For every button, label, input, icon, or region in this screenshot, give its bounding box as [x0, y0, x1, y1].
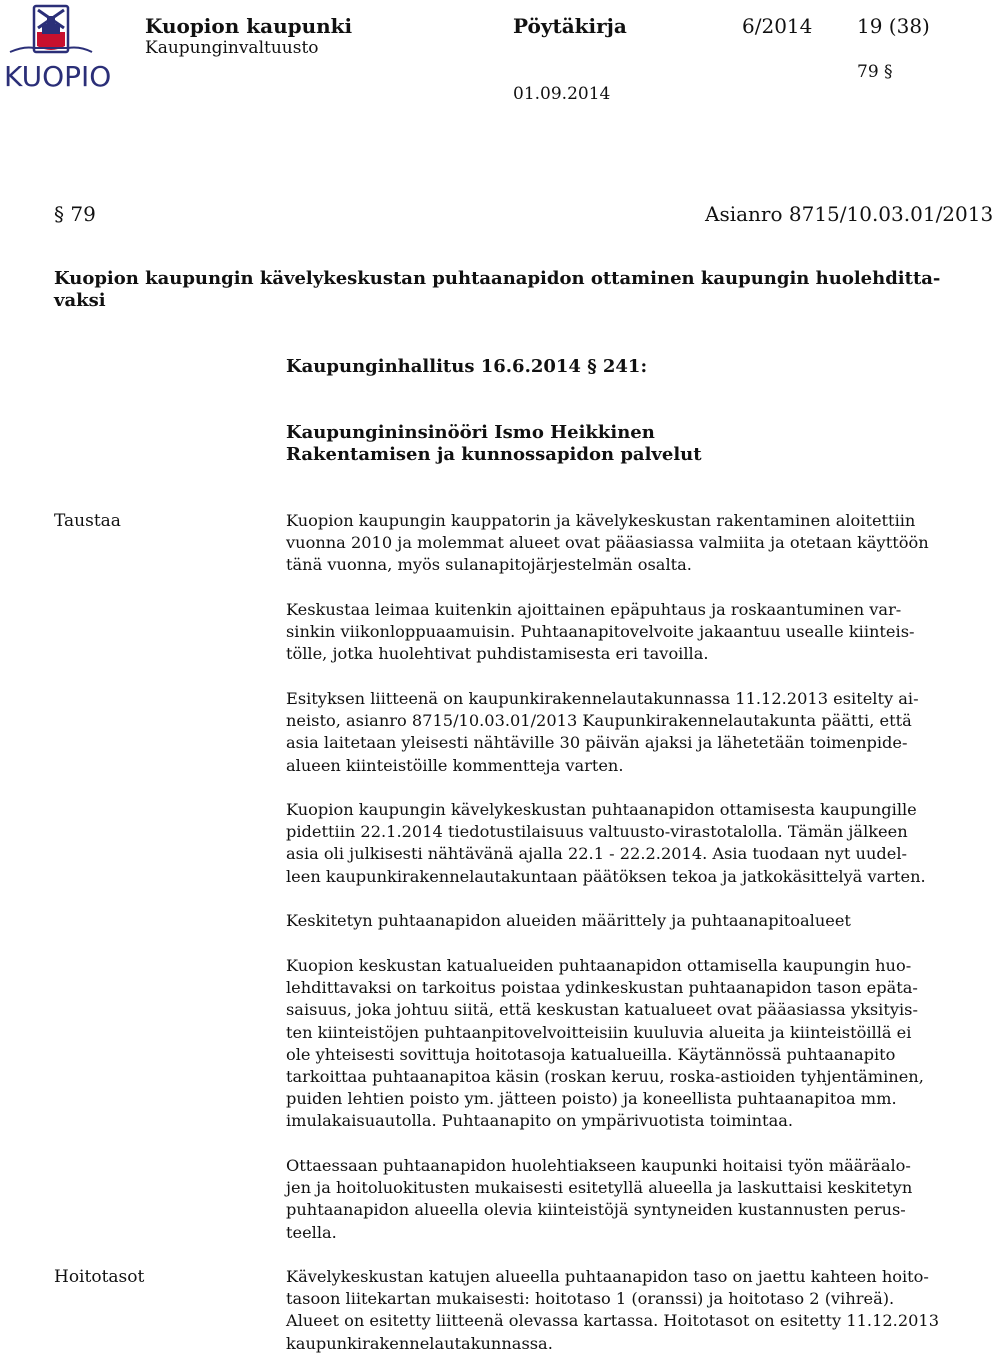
paragraph-2 [286, 599, 958, 666]
p7-line: teella. [286, 1222, 337, 1242]
p6-line: puiden lehtien poisto ym. jätteen poisto) ja koneellista puhtaanapitoa mm. [286, 1089, 897, 1109]
p8-line: Kävelykeskustan katujen alueella puhtaanapidon taso on jaettu kahteen hoito- [286, 1267, 929, 1286]
unit-name: Rakentamisen ja kunnossapidon palvelut [286, 444, 702, 465]
p6-line: ole yhteisesti sovittuja hoitotasoja katualueilla. Käytännössä puhtaanapito [286, 1044, 896, 1064]
p8-line: kaupunkirakennelautakunnassa. [286, 1333, 553, 1353]
p7-line: Ottaessaan puhtaanapidon huolehtiakseen kaupunki hoitaisi työn määräalo- [286, 1156, 911, 1175]
label-taustaa: Taustaa [54, 511, 121, 531]
p4-line: asia oli julkisesti nähtävänä ajalla 22.1 - 22.2.2014. Asia tuodaan nyt uudel- [286, 844, 907, 864]
prior-handling: Kaupunginhallitus 16.6.2014 § 241: [286, 356, 648, 377]
p1-line: vuonna 2010 ja molemmat alueet ovat pääasiassa valmiita ja otetaan käyttöön [286, 533, 929, 553]
p2-line: tölle, jotka huolehtivat puhdistamisesta eri tavoilla. [286, 644, 709, 664]
p6-line: saisuus, joka johtuu siitä, että keskustan katualueet ovat pääasiassa yksityis- [286, 1000, 918, 1020]
p8-line: Alueet on esitetty liitteenä olevassa kartassa. Hoitotasot on esitetty 11.12.2013 [286, 1311, 940, 1331]
council-name: Kaupunginvaltuusto [145, 38, 319, 58]
paragraph-3 [286, 688, 958, 777]
page-number: 19 (38) [857, 14, 930, 38]
p5-line: Keskitetyn puhtaanapidon alueiden määrittely ja puhtaanapitoalueet [286, 911, 851, 930]
header-section: 79 § [857, 62, 893, 82]
p4-line: leen kaupunkirakennelautakuntaan päätöksen tekoa ja jatkokäsittelyä varten. [286, 866, 926, 886]
p1-line: tänä vuonna, myös sulanapitojärjestelmän osalta. [286, 555, 692, 575]
preparer: Kaupungininsinööri Ismo Heikkinen [286, 422, 655, 443]
p8-line: tasoon liitekartan mukaisesti: hoitotaso 1 (oranssi) ja hoitotaso 2 (vihreä). [286, 1289, 895, 1309]
p3-line: asia laitetaan yleisesti nähtäville 30 päivän ajaksi ja lähetetään toimenpide- [286, 733, 908, 753]
p6-line: tarkoittaa puhtaanapitoa käsin (roskan keruu, roska-astioiden tyhjentäminen, [286, 1067, 924, 1087]
paragraph-4 [286, 799, 958, 888]
p3-line: Esityksen liitteenä on kaupunkirakennelautakunnassa 11.12.2013 esitelty ai- [286, 689, 919, 708]
item-title-line2: vaksi [54, 290, 106, 311]
meeting-number: 6/2014 [742, 14, 813, 38]
p7-line: puhtaanapidon alueella olevia kiinteistöjä syntyneiden kustannusten perus- [286, 1200, 906, 1220]
p6-line: imulakaisuautolla. Puhtaanapito on ympärivuotista toimintaa. [286, 1111, 794, 1131]
paragraph-1 [286, 510, 958, 577]
p6-line: ten kiinteistöjen puhtaanpitovelvoitteisiin kuuluvia alueita ja kiinteistöillä ei [286, 1022, 912, 1042]
logo-wordmark: KUOPIO [4, 60, 112, 93]
p4-line: Kuopion kaupungin kävelykeskustan puhtaanapidon ottamisesta kaupungille [286, 800, 917, 819]
section-number: § 79 [54, 202, 96, 226]
paragraph-7 [286, 1155, 958, 1244]
p6-line: Kuopion keskustan katualueiden puhtaanapidon ottamisella kaupungin huo- [286, 956, 912, 975]
meeting-date: 01.09.2014 [513, 84, 611, 104]
p4-line: pidettiin 22.1.2014 tiedotustilaisuus valtuusto-virastotalolla. Tämän jälkeen [286, 822, 908, 842]
p2-line: sinkin viikonloppuaamuisin. Puhtaanapitovelvoite jakaantuu usealle kiinteis- [286, 622, 915, 642]
paragraph-6 [286, 955, 958, 1133]
p1-line: Kuopion kaupungin kauppatorin ja kävelykeskustan rakentaminen aloitettiin [286, 511, 916, 530]
p6-line: lehdittavaksi on tarkoitus poistaa ydinkeskustan puhtaanapidon tason epäta- [286, 978, 918, 998]
case-number: Asianro 8715/10.03.01/2013 [705, 202, 993, 226]
org-name: Kuopion kaupunki [145, 14, 353, 38]
paragraph-8 [286, 1266, 958, 1355]
item-title-line1: Kuopion kaupungin kävelykeskustan puhtaanapidon ottaminen kaupungin huolehditta- [54, 268, 941, 289]
doc-type: Pöytäkirja [513, 14, 627, 38]
p3-line: alueen kiinteistöille kommentteja varten. [286, 755, 624, 775]
p2-line: Keskustaa leimaa kuitenkin ajoittainen epäpuhtaus ja roskaantuminen var- [286, 600, 902, 619]
p7-line: jen ja hoitoluokitusten mukaisesti esitetyllä alueella ja laskuttaisi keskitetyn [286, 1178, 913, 1198]
label-hoitotasot: Hoitotasot [54, 1267, 145, 1287]
p3-line: neisto, asianro 8715/10.03.01/2013 Kaupunkirakennelautakunta päätti, että [286, 711, 912, 731]
paragraph-5 [286, 910, 958, 932]
